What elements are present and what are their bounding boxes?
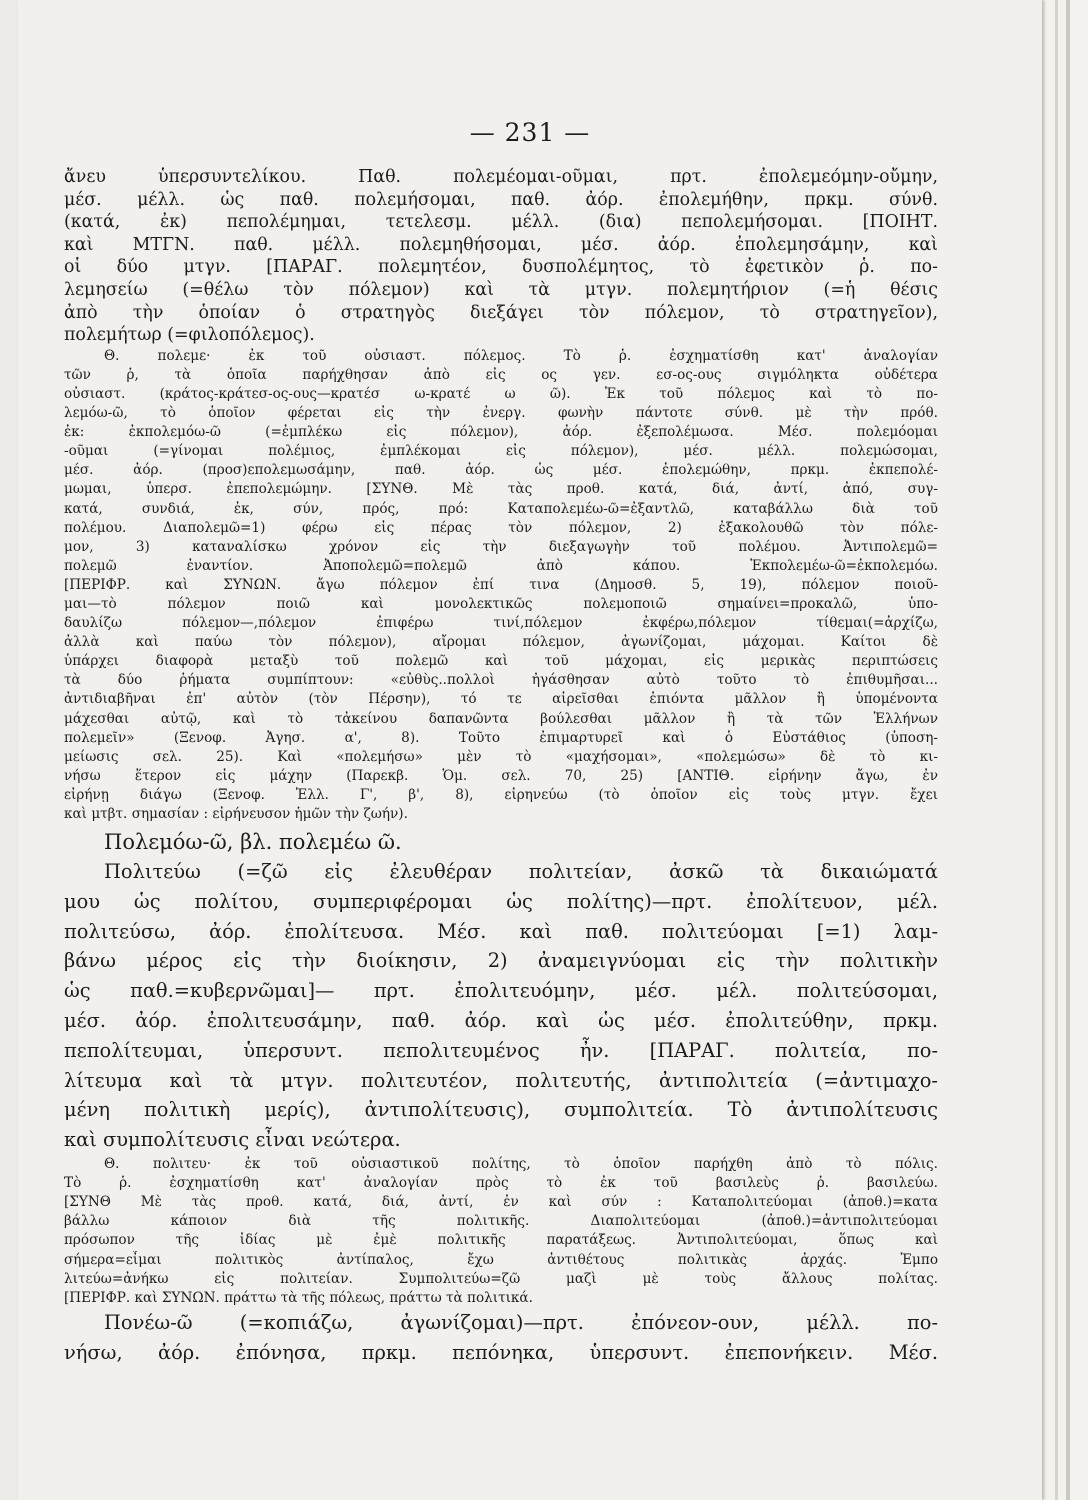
- text-line: λεμησείω (=θέλω τὸν πόλεμον) καὶ τὰ μτγν. πολεμητήριον (=ἡ θέσις: [64, 279, 938, 300]
- note-line: κατά, συνδιά, ἐκ, σύν, πρός, πρό: Καταπολεμέω-ῶ=ἐξαντλῶ, καταβάλλω διὰ τοῦ: [64, 500, 938, 517]
- note-line: Θ. πολιτευ· ἐκ τοῦ οὐσιαστικοῦ πολίτης, τὸ ὁποῖον παρήχθη ἀπὸ τὸ πόλις.: [104, 1156, 938, 1173]
- note-line: μαι—τὸ πόλεμον ποιῶ καὶ μονολεκτικῶς πολεμοποιῶ σημαίνει=προκαλῶ, ὑπο-: [64, 595, 938, 612]
- entry-poneo-body: [64, 1308, 938, 1368]
- text-line: Πολιτεύω (=ζῶ εἰς ἐλευθέραν πολιτείαν, ἀσκῶ τὰ δικαιώματά: [104, 860, 938, 884]
- note-line: πρόσωπον τῆς ἰδίας μὲ ἐμὲ πολιτικῆς παρατάξεως. Ἀντιπολιτεύομαι, ὅπως καὶ: [64, 1232, 938, 1249]
- text-line: νήσω, ἀόρ. ἐπόνησα, πρκμ. πεπόνηκα, ὑπερσυντ. ἐπεπονήκειν. Μέσ.: [64, 1340, 938, 1364]
- text-line: ἄνευ ὑπερσυντελίκου. Παθ. πολεμέομαι-οῦμαι, πρτ. ἐπολεμεόμην-οὔμην,: [64, 167, 938, 187]
- page-edge: [1041, 0, 1088, 1500]
- note-line: μον, 3) καταναλίσκω χρόνον εἰς τὴν διεξαγωγὴν τοῦ πολέμου. Ἀντιπολεμῶ=: [64, 538, 938, 555]
- text-line: πολεμήτωρ (=φιλοπόλεμος).: [64, 325, 315, 346]
- text-line: ὡς παθ.=κυβερνῶμαι]— πρτ. ἐπολιτευόμην, μέσ. μέλ. πολιτεύσομαι,: [64, 979, 938, 1003]
- note-line: νήσω ἕτερον εἰς μάχην (Παρεκβ. Ὁμ. σελ. 70, 25) [ΑΝΤΙΘ. εἰρήνην ἄγω, ἐν: [64, 767, 938, 784]
- note-line: [ΠΕΡΙΦΡ. καὶ ΣΥΝΩΝ. πράττω τὰ τῆς πόλεως, πράττω τὰ πολιτικά.: [64, 1289, 533, 1306]
- entry-polemo-notes: [64, 347, 938, 824]
- note-line: -οῦμαι (=γίνομαι πολέμιος, ἐμπλέκομαι εἰς πόλεμον), μέσ. μέλλ. πολεμώσομαι,: [64, 443, 938, 460]
- note-line: λεμόω-ῶ, τὸ ὁποῖον φέρεται εἰς τὴν ἐνεργ. φωνὴν πάντοτε σύνθ. μὲ τὴν πρόθ.: [64, 405, 938, 422]
- entry-polemoo: [64, 827, 938, 857]
- text-line: (κατά, ἐκ) πεπολέμημαι, τετελεσμ. μέλλ. (δια) πεπολεμήσομαι. [ΠΟΙΗΤ.: [64, 212, 938, 233]
- text-line: πεπολίτευμαι, ὑπερσυντ. πεπολιτευμένος ἦν. [ΠΑΡΑΓ. πολιτεία, πο-: [64, 1038, 938, 1062]
- note-line: τῶν ῥ, τὰ ὁποῖα παρήχθησαν ἀπὸ εἰς ος γεν. εσ-ος-ους σιγμόληκτα οὐδέτερα: [64, 366, 938, 383]
- note-line: δαυλίζω πόλεμον—,πόλεμον ἐπιφέρω τινί,πόλεμον ἐκφέρω,πόλεμον τίθεμαι(=ἀρχίζω,: [64, 615, 938, 632]
- text-line: καὶ ΜΤΓΝ. παθ. μέλλ. πολεμηθήσομαι, μέσ. ἀόρ. ἐπολεμησάμην, καὶ: [64, 234, 938, 255]
- note-line: βάλλω κάποιον διὰ τῆς πολιτικῆς. Διαπολιτεύομαι (ἀποθ.)=ἀντιπολιτεύομαι: [64, 1213, 938, 1230]
- entry-polemo-body: [64, 166, 938, 347]
- text-line: βάνω μέρος εἰς τὴν διοίκησιν, 2) ἀναμειγνύομαι εἰς τὴν πολιτικὴν: [64, 949, 938, 973]
- note-line: ἀλλὰ καὶ παύω τὸν πόλεμον), αἴρομαι πόλεμον, ἀγωνίζομαι, μάχομαι. Καίτοι δὲ: [64, 634, 938, 651]
- note-line: [ΠΕΡΙΦΡ. καὶ ΣΥΝΩΝ. ἄγω πόλεμον ἐπί τινα (Δημοσθ. 5, 19), πόλεμον ποιοῦ-: [64, 576, 938, 593]
- note-line: λιτεύω=ἀνήκω εἰς πολιτείαν. Συμπολιτεύω=ζῶ μαζὶ μὲ τοὺς ἄλλους πολίτας.: [64, 1270, 938, 1287]
- note-line: [ΣΥΝΘ Μὲ τὰς προθ. κατά, διά, ἀντί, ἐν καὶ σύν : Καταπολιτεύομαι (ἀποθ.)=κατα: [64, 1194, 938, 1211]
- text-line: Πονέω-ῶ (=κοπιάζω, ἀγωνίζομαι)—πρτ. ἐπόνεον-ουν, μέλλ. πο-: [104, 1310, 938, 1334]
- note-line: Τὸ ῥ. ἐσχηματίσθη κατ' ἀναλογίαν πρὸς τὸ ἐκ τοῦ βασιλεὺς ῥ. βασιλεύω.: [64, 1175, 938, 1192]
- note-line: οὐσιαστ. (κράτος-κράτεσ-ος-ους—κρατέσ ω-κρατέ ω ῶ). Ἐκ τοῦ πόλεμος καὶ τὸ πο-: [64, 385, 938, 402]
- note-line: μείωσις σελ. 25). Καὶ «πολεμήσω» μὲν τὸ «μαχήσομαι», «πολεμώσω» δὲ τὸ κι-: [64, 748, 938, 765]
- page-edge-line: [1055, 0, 1058, 1500]
- text-line: ἀπὸ τὴν ὁποίαν ὁ στρατηγὸς διεξάγει τὸν πόλεμον, τὸ στρατηγεῖον),: [64, 302, 938, 323]
- text-line: μένη πολιτικὴ μερίς), ἀντιπολίτευσις), συμπολιτεία. Τὸ ἀντιπολίτευσις: [64, 1098, 938, 1122]
- page-text: [64, 166, 938, 1367]
- page-edge-line: [1066, 0, 1070, 1500]
- text-line: μέσ. μέλλ. ὡς παθ. πολεμήσομαι, παθ. ἀόρ. ἐπολεμήθην, πρκμ. σύνθ.: [64, 189, 938, 210]
- note-line: ὑπάρχει διαφορὰ μεταξὺ τοῦ πολεμῶ καὶ τοῦ μάχομαι, εἰς μερικὰς περιπτώσεις: [64, 653, 938, 670]
- note-line: ἀντιδιαβῆναι ἐπ' αὐτὸν (τὸν Πέρσην), τό τε αἱρεῖσθαι ἐπιόντα μᾶλλον ἢ ὑπομένοντα: [64, 691, 938, 708]
- note-line: καὶ μτβτ. σημασίαν : εἰρήνευσον ἡμῶν τὴν ζωήν).: [64, 806, 408, 822]
- note-line: πολεμεῖν» (Ξενοφ. Ἀγησ. α', 8). Τοῦτο ἐπιμαρτυρεῖ καὶ ὁ Εὐστάθιος (ὑποση-: [64, 729, 938, 746]
- text-line: μου ὡς πολίτου, συμπεριφέρομαι ὡς πολίτης)—πρτ. ἐπολίτευον, μέλ.: [64, 889, 938, 913]
- text-line: μέσ. ἀόρ. ἐπολιτευσάμην, παθ. ἀόρ. καὶ ὡς μέσ. ἐπολιτεύθην, πρκμ.: [64, 1009, 938, 1033]
- note-line: μάχεσθαι αὐτῷ, καὶ τὸ τἀκείνου δαπανῶντα βούλεσθαι μᾶλλον ἢ τὰ τῶν Ἑλλήνων: [64, 710, 938, 727]
- note-line: τὰ δύο ῥήματα συμπίπτουν: «εὐθὺς..πολλοὶ ἠγάσθησαν αὐτὸ τοῦτο τὸ ἐπιθυμῆσαι...: [64, 672, 938, 689]
- note-line: σήμερα=εἶμαι πολιτικὸς ἀντίπαλος, ἔχω ἀντιθέτους πολιτικὰς ἀρχάς. Ἐμπο: [64, 1251, 938, 1268]
- note-line: μωμαι, ὑπερσ. ἐπεπολεμώμην. [ΣΥΝΘ. Μὲ τὰς προθ. κατά, διά, ἀντί, ἀπό, συγ-: [64, 481, 938, 498]
- text-line: οἱ δύο μτγν. [ΠΑΡΑΓ. πολεμητέον, δυσπολέμητος, τὸ ἐφετικὸν ῥ. πο-: [64, 257, 938, 278]
- note-line: πολέμου. Διαπολεμῶ=1) φέρω εἰς πέρας τὸν πόλεμον, 2) ἐξακολουθῶ τὸν πόλε-: [64, 519, 938, 536]
- text-line: πολιτεύσω, ἀόρ. ἐπολίτευσα. Μέσ. καὶ παθ. πολιτεύομαι [=1) λαμ-: [64, 919, 938, 943]
- headword-line: Πολεμόω-ῶ, βλ. πολεμέω ῶ.: [104, 830, 402, 855]
- note-line: πολεμῶ ἐναντίον. Ἀποπολεμῶ=πολεμῶ ἀπὸ κάπου. Ἐκπολεμέω-ῶ=ἐκπολεμόω.: [64, 557, 938, 574]
- note-line: Θ. πολεμε· ἐκ τοῦ οὐσιαστ. πόλεμος. Τὸ ῥ. ἐσχηματίσθη κατ' ἀναλογίαν: [104, 347, 938, 364]
- book-page: [18, 0, 1042, 1500]
- entry-politeuo-notes: [64, 1155, 938, 1308]
- entry-politeuo-body: [64, 857, 938, 1155]
- note-line: εἰρήνῃ διάγω (Ξενοφ. Ἑλλ. Γ', β', 8), εἰρηνεύω (τὸ ὁποῖον εἰς τοὺς μτγν. ἔχει: [64, 786, 938, 803]
- text-line: καὶ συμπολίτευσις εἶναι νεώτερα.: [64, 1128, 401, 1152]
- note-line: μέσ. ἀόρ. (προσ)επολεμωσάμην, παθ. ἀόρ. ὡς μέσ. ἐπολεμώθην, πρκμ. ἐκπεπολέ-: [64, 462, 938, 479]
- page-number: — 231 —: [469, 118, 591, 147]
- text-line: λίτευμα καὶ τὰ μτγν. πολιτευτέον, πολιτευτής, ἀντιπολιτεία (=ἀντιμαχο-: [64, 1068, 938, 1092]
- note-line: ἐκ: ἐκπολεμόω-ῶ (=ἐμπλέκω εἰς πόλεμον), ἀόρ. ἐξεπολέμωσα. Μέσ. πολεμόομαι: [64, 424, 938, 441]
